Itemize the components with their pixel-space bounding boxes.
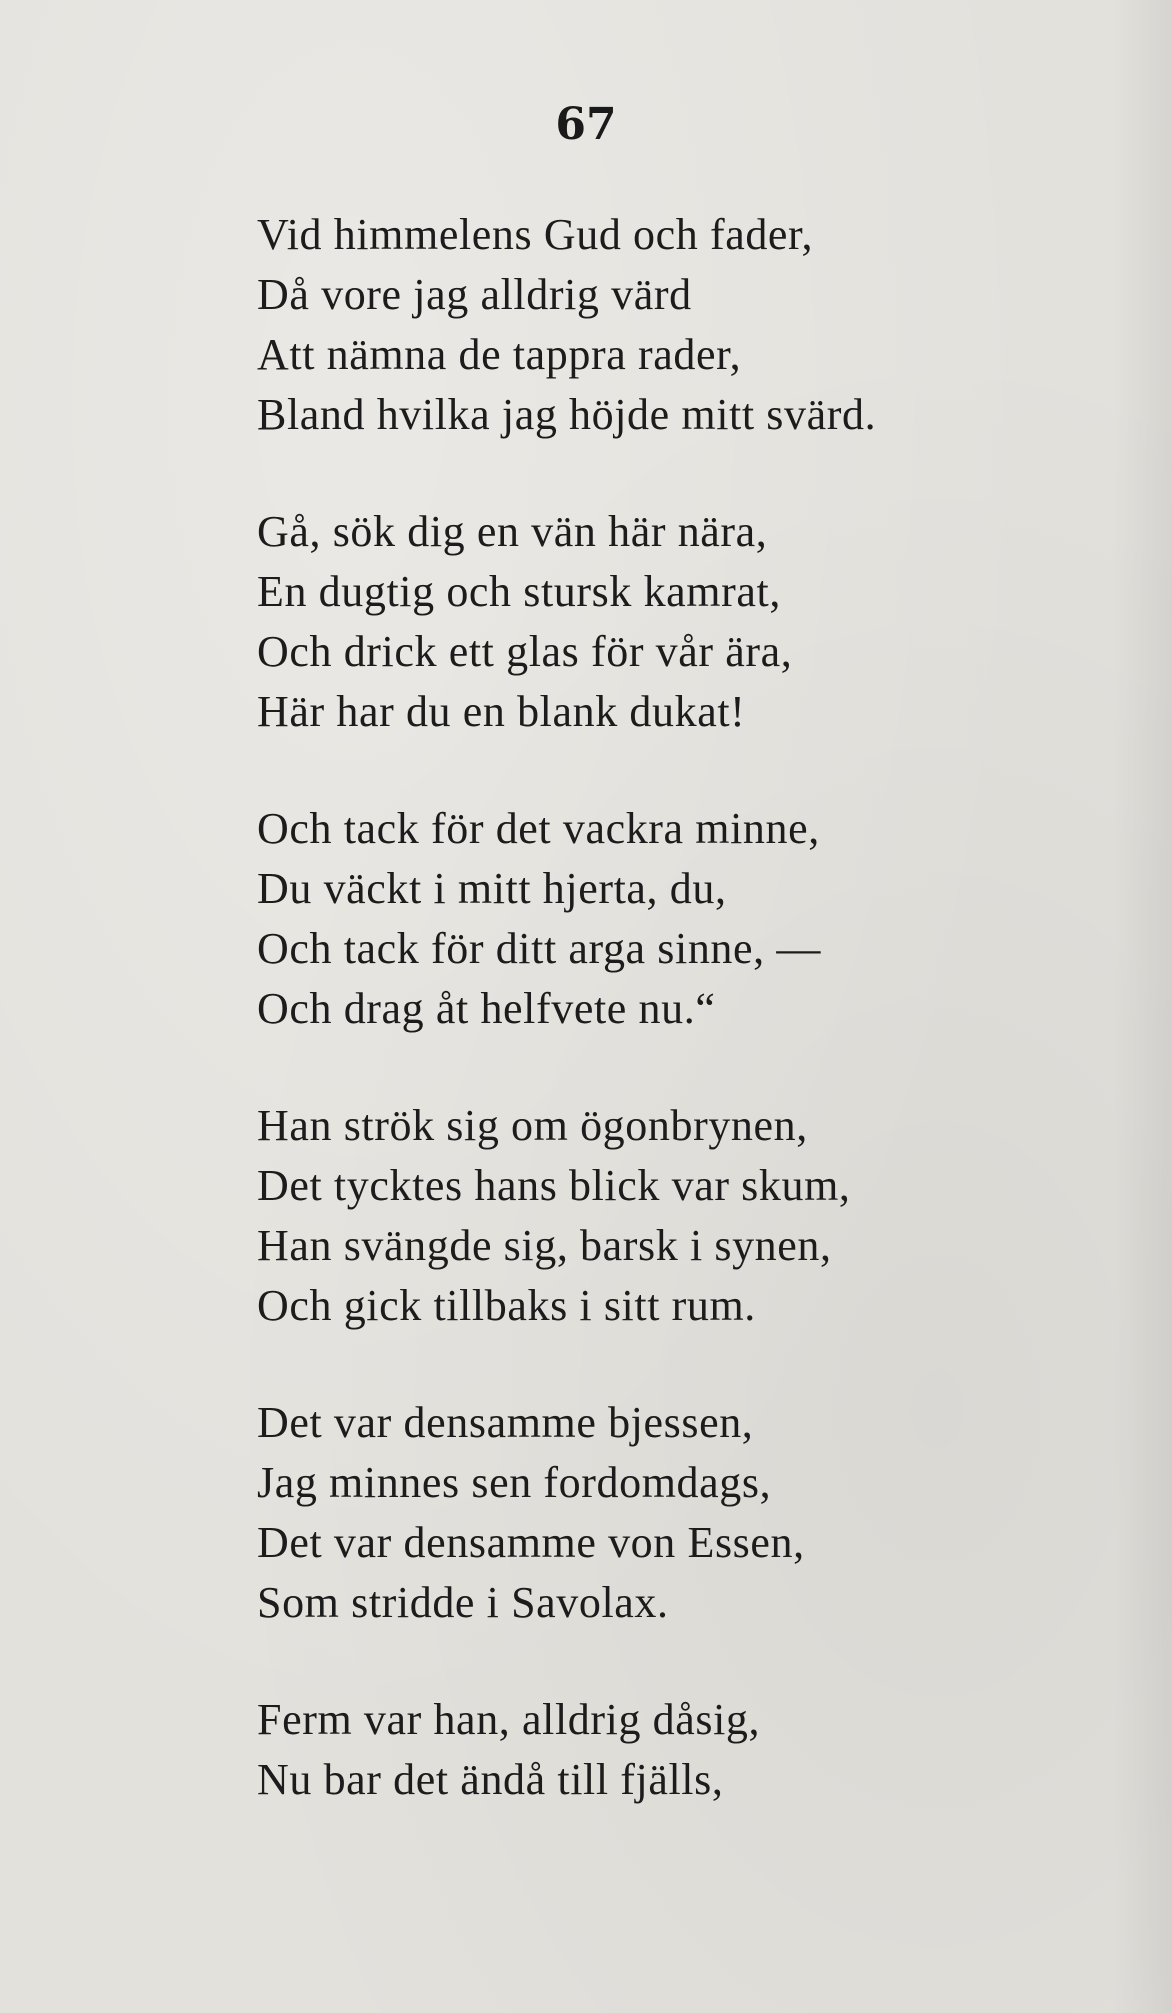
- poem-line: Vid himmelens Gud och fader,: [257, 210, 814, 259]
- poem-line: Nu bar det ändå till fjälls,: [257, 1755, 724, 1804]
- poem-line: Och drag åt helfvete nu.“: [257, 984, 716, 1033]
- poem-line: En dugtig och stursk kamrat,: [257, 567, 781, 616]
- page-number: 67: [555, 99, 617, 150]
- poem-line: Här har du en blank dukat!: [257, 687, 746, 736]
- poem-line: Gå, sök dig en vän här nära,: [257, 507, 768, 556]
- poem-line: Då vore jag alldrig värd: [257, 270, 692, 319]
- poem-line: Som stridde i Savolax.: [257, 1578, 669, 1627]
- poem-line: Bland hvilka jag höjde mitt svärd.: [257, 390, 877, 439]
- stanza-2: [257, 502, 1137, 742]
- stanza-5: [257, 1393, 1137, 1633]
- poem-line: Och gick tillbaks i sitt rum.: [257, 1281, 756, 1330]
- poem-line: Att nämna de tappra rader,: [257, 330, 742, 379]
- poem-line: Det var densamme bjessen,: [257, 1398, 754, 1447]
- poem-line: Du väckt i mitt hjerta, du,: [257, 864, 727, 913]
- poem-line: Han svängde sig, barsk i synen,: [257, 1221, 832, 1270]
- stanza-4: [257, 1096, 1137, 1336]
- poem-line: Ferm var han, alldrig dåsig,: [257, 1695, 761, 1744]
- poem: [257, 205, 1137, 1867]
- poem-line: Det var densamme von Essen,: [257, 1518, 805, 1567]
- poem-line: Han strök sig om ögonbrynen,: [257, 1101, 808, 1150]
- poem-line: Det tycktes hans blick var skum,: [257, 1161, 851, 1210]
- poem-line: Och tack för det vackra minne,: [257, 804, 820, 853]
- stanza-6: [257, 1690, 1137, 1810]
- stanza-3: [257, 799, 1137, 1039]
- stanza-1: [257, 205, 1137, 445]
- poem-line: Jag minnes sen fordomdags,: [257, 1458, 772, 1507]
- poem-line: Och drick ett glas för vår ära,: [257, 627, 793, 676]
- poem-line: Och tack för ditt arga sinne, —: [257, 924, 821, 973]
